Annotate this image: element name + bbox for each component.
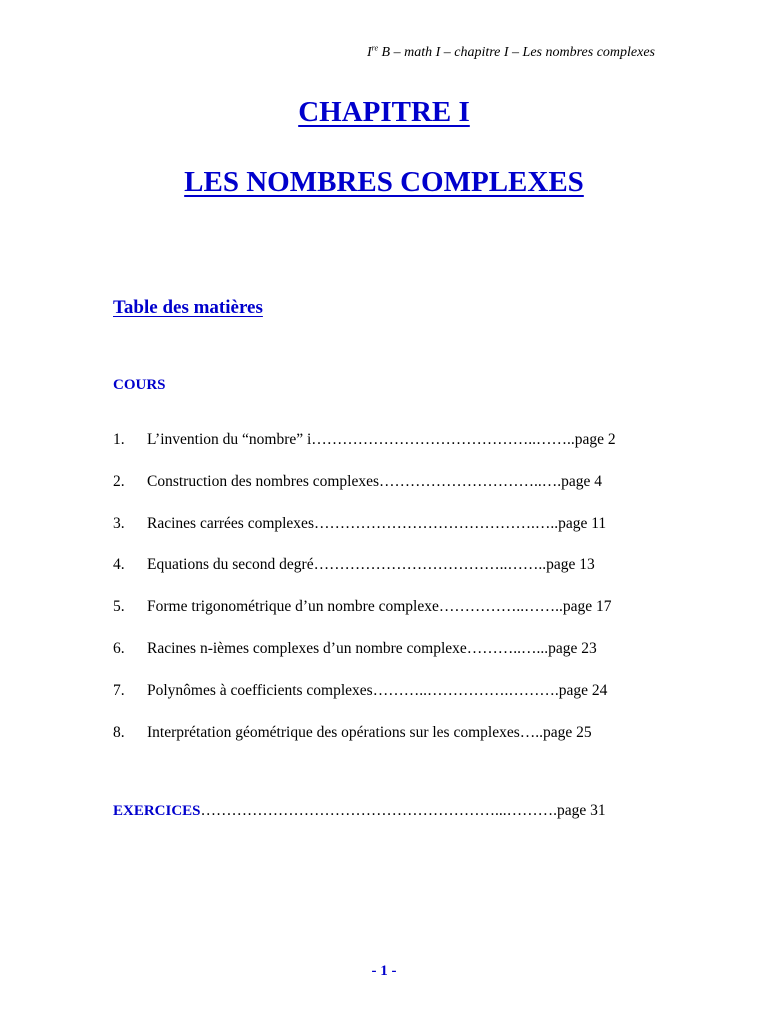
toc-item bbox=[113, 640, 653, 682]
toc-item bbox=[113, 682, 653, 724]
toc-item-text: Racines carrées complexes…………………………………….…..page 11 bbox=[147, 514, 607, 532]
page-number-footer: - 1 - bbox=[371, 963, 397, 979]
cours-section-label: COURS bbox=[113, 377, 166, 393]
toc-item bbox=[113, 556, 653, 598]
exercices-entry bbox=[113, 802, 606, 820]
toc-item-number: 1. bbox=[113, 431, 125, 448]
toc-item-text: Forme trigonométrique d’un nombre complexe……………..……..page 17 bbox=[147, 598, 612, 616]
header-roman-numeral: I bbox=[366, 45, 372, 60]
chapter-subject-title bbox=[0, 166, 768, 199]
running-header bbox=[367, 45, 655, 61]
header-superscript: re bbox=[371, 43, 379, 53]
toc-item bbox=[113, 515, 653, 557]
toc-item-text: Equations du second degré………………………………..……..page 13 bbox=[147, 556, 595, 574]
chapter-subject-text: LES NOMBRES COMPLEXES bbox=[184, 166, 584, 198]
toc-item-text: Racines n-ièmes complexes d’un nombre complexe………..…...page 23 bbox=[147, 639, 597, 657]
toc-item-number: 8. bbox=[113, 723, 125, 741]
toc-item-number: 7. bbox=[113, 681, 125, 699]
toc-list bbox=[113, 431, 653, 765]
table-of-contents-heading: Table des matières bbox=[113, 297, 263, 318]
toc-item-number: 4. bbox=[113, 556, 125, 574]
chapter-number-title bbox=[0, 96, 768, 129]
toc-item bbox=[113, 598, 653, 640]
toc-item-number: 2. bbox=[113, 472, 125, 490]
header-running-text: B – math I – chapitre I – Les nombres complexes bbox=[378, 45, 655, 60]
exercices-page-ref: …………………………………………………...……….page 31 bbox=[200, 802, 606, 819]
toc-item bbox=[113, 431, 653, 473]
toc-item-number: 5. bbox=[113, 598, 125, 616]
chapter-number-text: CHAPITRE I bbox=[298, 96, 470, 128]
toc-item bbox=[113, 724, 653, 766]
toc-item-text: Polynômes à coefficients complexes………..…………….……….page 24 bbox=[147, 681, 608, 699]
toc-item-number: 3. bbox=[113, 514, 125, 532]
exercices-label: EXERCICES bbox=[113, 803, 201, 819]
toc-item-text: L’invention du “nombre” i……………………………………..……..page 2 bbox=[147, 431, 616, 448]
toc-item-text: Construction des nombres complexes…………………………..….page 4 bbox=[147, 472, 603, 490]
toc-item-text: Interprétation géométrique des opérations sur les complexes…..page 25 bbox=[147, 723, 592, 741]
toc-item bbox=[113, 473, 653, 515]
toc-item-number: 6. bbox=[113, 639, 125, 657]
